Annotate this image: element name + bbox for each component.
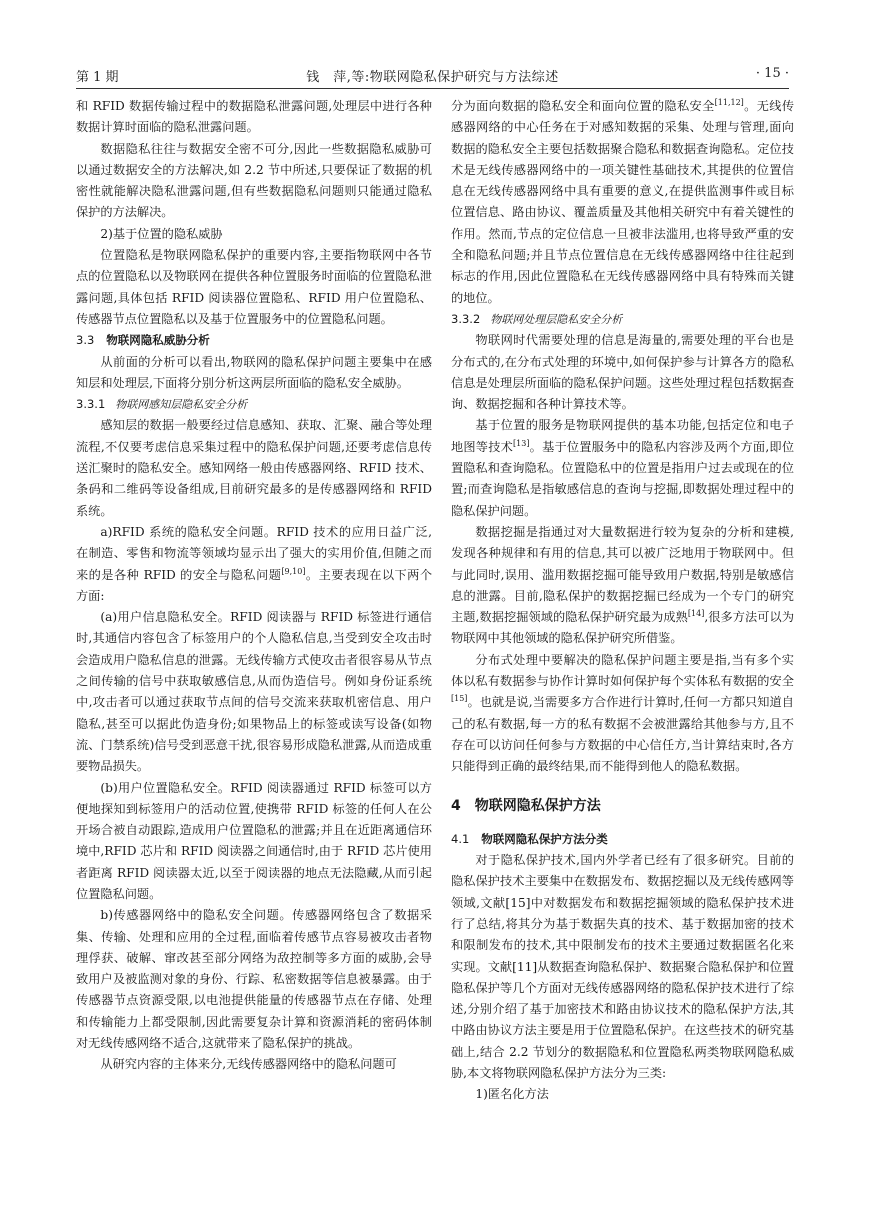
subsection-label: 1)匿名化方法 [475,1087,549,1102]
section-heading-3-3-1 [76,394,432,415]
paragraph: 位置隐私是物联网隐私保护的重要内容,主要指物联网中各节点的位置隐私以及物联网在提供各种位置服务时面临的位置隐私泄露问题,具体包括 RFID 阅读器位置隐私、RFID 用户位置隐私、传感器节点位置隐私以及基于位置服务中的位置隐私问题。 [76,248,432,326]
section-heading-3-3-2 [451,309,794,330]
right-column [451,96,794,1106]
running-header [76,62,789,86]
section-title: 物联网隐私保护方法分类 [481,831,608,846]
section-title: 物联网感知层隐私安全分析 [115,398,248,412]
section-number: 3.3 [76,333,95,348]
citation: [11,12] [714,97,744,107]
issue-number: 第 1 期 [76,70,119,85]
left-column [76,96,432,1076]
section-title: 物联网处理层隐私安全分析 [490,312,623,326]
section-number: 3.3.1 [76,397,106,412]
running-title: 钱 萍,等:物联网隐私保护研究与方法综述 [306,70,559,85]
header-rule [76,88,789,89]
citation: [13] [513,438,530,448]
citation: [15] [451,694,468,704]
section-heading-3-3 [76,330,432,351]
paragraph: 从前面的分析可以看出,物联网的隐私保护问题主要集中在感知层和处理层,下面将分别分析这两层所面临的隐私安全威胁。 [76,354,432,390]
section-number: 4 [451,797,461,814]
paragraph: 对于隐私保护技术,国内外学者已经有了很多研究。目前的隐私保护技术主要集中在数据发布、数据挖掘以及无线传感网等领域,文献[15]中对数据发布和数据挖掘领域的隐私保护技术进行了总结,将其分为基于数据失真的技术、基于数据加密的技术和限制发布的技术,其中限制发布的技术主要通过数据匿名化来实现。文献[11]从数据查询隐私保护、数据聚合隐私保护和位置隐私保护等几个方面对无线传感器网络的隐私保护技术进行了综述,分别介绍了基于加密技术和路由协议技术的隐私保护方法,其中路由协议方法主要是用于位置隐私保护。在这些技术的研究基础上,结合 2.2 节划分的数据隐私和位置隐私两类物联网隐私威胁,本文将物联网隐私保护方法分为三类: [451,853,794,1081]
paragraph: 从研究内容的主体来分,无线传感器网络中的隐私问题可 [100,1057,397,1072]
paragraph: 和 RFID 数据传输过程中的数据隐私泄露问题,处理层中进行各种数据计算时面临的隐私泄露问题。 [76,99,432,135]
paragraph: 分布式处理中要解决的隐私保护问题主要是指,当有多个实体以私有数据参与协作计算时如何保护每个实体私有数据的安全[15]。也就是说,当需要多方合作进行计算时,任何一方都只知道自己的私有数据,每一方的私有数据不会被泄露给其他参与方,且不存在可以访问任何参与方数据的中心信任方,当计算结束时,各方只能得到正确的最终结果,而不能得到他人的隐私数据。 [451,652,794,774]
paragraph: (a)用户信息隐私安全。RFID 阅读器与 RFID 标签进行通信时,其通信内容包含了标签用户的个人隐私信息,当受到安全攻击时会造成用户隐私信息的泄露。无线传输方式使攻击者很容易从节点之间传输的信号中获取敏感信息,从而伪造信号。例如身份证系统中,攻击者可以通过获取节点间的信号交流来获取机密信息、用户隐私,甚至可以据此伪造身份;如果物品上的标签或读写设备(如物流、门禁系统)信号受到恶意干扰,很容易形成隐私泄露,从而造成重要物品损失。 [76,610,432,774]
section-title: 物联网隐私保护方法 [474,797,601,814]
section-number: 3.3.2 [451,311,481,326]
paragraph: 基于位置的服务是物联网提供的基本功能,包括定位和电子地图等技术[13]。基于位置服务中的隐私内容涉及两个方面,即位置隐私和查询隐私。位置隐私中的位置是指用户过去或现在的位置;而查询隐私是指敏感信息的查询与挖掘,即数据处理过程中的隐私保护问题。 [451,418,795,518]
paragraph: 数据隐私往往与数据安全密不可分,因此一些数据隐私威胁可以通过数据安全的方法解决,如 2.2 节中所述,只要保证了数据的机密性就能解决隐私泄露问题,但有些数据隐私问题则只能通过隐私保护的方法解决。 [76,141,432,220]
section-heading-4 [451,796,794,817]
paragraph: 物联网时代需要处理的信息是海量的,需要处理的平台也是分布式的,在分布式处理的环境中,如何保护参与计算各方的隐私信息是处理层所面临的隐私保护问题。这些处理过程包括数据查询、数据挖掘和各种计算技术等。 [451,333,794,412]
page-number: · 15 · [755,66,789,81]
paragraph: a)RFID 系统的隐私安全问题。RFID 技术的应用日益广泛,在制造、零售和物流等领域均显示出了强大的实用价值,但随之而来的是各种 RFID 的安全与隐私问题[9,10]。主要表现在以下两个方面: [76,524,433,603]
paragraph: 感知层的数据一般要经过信息感知、获取、汇聚、融合等处理流程,不仅要考虑信息采集过程中的隐私保护问题,还要考虑信息传送汇聚时的隐私安全。感知网络一般由传感器网络、RFID 技术、条码和二维码等设备组成,目前研究最多的是传感器网络和 RFID 系统。 [76,418,432,518]
citation: [14] [687,609,705,619]
section-title: 物联网隐私威胁分析 [106,333,210,348]
section-heading-4-1 [451,829,794,850]
paragraph: 分为面向数据的隐私安全和面向位置的隐私安全[11,12]。无线传感器网络的中心任务在于对感知数据的采集、处理与管理,面向数据的隐私安全主要包括数据聚合隐私和数据查询隐私。定位技术是无线传感器网络中的一项关键性基础技术,其提供的位置信息在无线传感器网络中具有重要的意义,在提供监测事件或目标位置信息、路由协议、覆盖质量及其他相关研究中有着关键性的作用。然而,节点的定位信息一旦被非法滥用,也将导致严重的安全和隐私问题;并且节点位置信息在无线传感器网络中往往起到标志的作用,因此位置隐私在无线传感器网络中具有特殊而关键的地位。 [451,97,795,305]
paragraph: b)传感器网络中的隐私安全问题。传感器网络包含了数据采集、传输、处理和应用的全过程,面临着传感节点容易被攻击者物理俘获、破解、窜改甚至部分网络为敌控制等多方面的威胁,会导致用户及被监测对象的身份、行踪、私密数据等信息被暴露。由于传感器节点资源受限,以电池提供能量的传感器节点在存储、处理和传输能力上都受限制,因此需要复杂计算和资源消耗的密码体制对无线传感网络不适合,这就带来了隐私保护的挑战。 [76,908,432,1051]
citation: [9,10] [281,566,306,576]
paragraph: (b)用户位置隐私安全。RFID 阅读器通过 RFID 标签可以方便地探知到标签用户的活动位置,使携带 RFID 标签的任何人在公开场合被自动跟踪,造成用户位置隐私的泄露;并且在近距离通信环境中,RFID 芯片和 RFID 阅读器之间通信时,由于 RFID 芯片使用者距离 RFID 阅读器太近,以至于阅读器的地点无法隐藏,从而引起位置隐私问题。 [76,780,432,901]
paragraph: 数据挖掘是指通过对大量数据进行较为复杂的分析和建模,发现各种规律和有用的信息,其可以被广泛地用于物联网中。但与此同时,误用、滥用数据挖掘可能导致用户数据,特别是敏感信息的泄露。目前,隐私保护的数据挖掘已经成为一个专门的研究主题,数据挖掘领域的隐私保护研究最为成熟[14],很多方法可以为物联网中其他领域的隐私保护研究所借鉴。 [451,524,795,646]
subsection-label: 2)基于位置的隐私威胁 [100,226,223,241]
section-number: 4.1 [451,831,470,846]
